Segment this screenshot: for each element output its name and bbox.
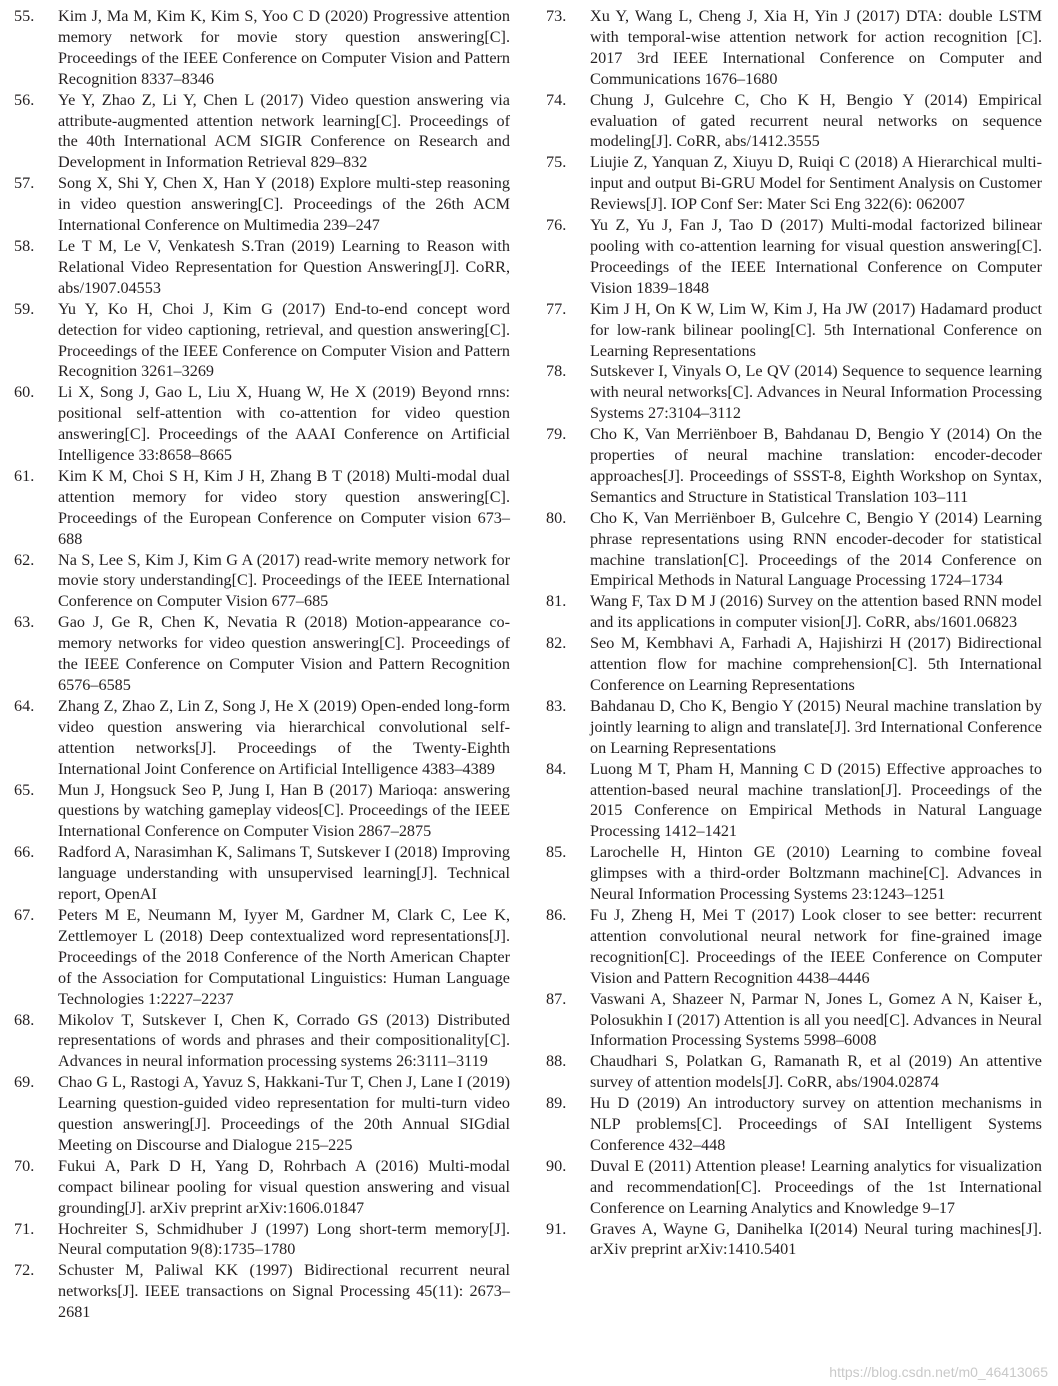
reference-number: 65. — [14, 780, 35, 799]
reference-text: Radford A, Narasimhan K, Salimans T, Sutskever I (2018) Improving language understanding with unsupervised learning[J]. Technical report, OpenAI — [58, 843, 510, 904]
reference-entry — [14, 612, 510, 696]
reference-number: 68. — [14, 1010, 35, 1029]
reference-number: 88. — [546, 1052, 567, 1071]
reference-entry — [546, 591, 1042, 633]
reference-entry — [14, 780, 510, 843]
reference-number: 82. — [546, 634, 567, 653]
reference-text: Kim J, Ma M, Kim K, Kim S, Yoo C D (2020) Progressive attention memory network for movie story question answering[C]. Proceedings of the IEEE Conference on Computer Vision and Pattern Recognition 8337–8346 — [58, 7, 510, 88]
reference-number: 66. — [14, 843, 35, 862]
reference-column-right — [546, 6, 1042, 1260]
reference-entry — [546, 361, 1042, 424]
reference-entry — [546, 905, 1042, 989]
reference-entry — [546, 633, 1042, 696]
reference-entry — [546, 90, 1042, 153]
reference-entry — [546, 6, 1042, 90]
reference-entry — [14, 550, 510, 613]
reference-entry — [14, 173, 510, 236]
reference-text: Luong M T, Pham H, Manning C D (2015) Effective approaches to attention-based neural machine translation[J]. Proceedings of the 2015 Conference on Empirical Methods in Natural Language Processing 1412–1421 — [590, 759, 1042, 841]
reference-entry — [14, 905, 510, 1010]
watermark-text: https://blog.csdn.net/m0_46413065 — [829, 1364, 1048, 1380]
reference-text: Duval E (2011) Attention please! Learning analytics for visualization and recommendation[C]. Proceedings of the 1st International Conference on Learning Analytics and Knowledge 9–17 — [590, 1156, 1042, 1217]
reference-number: 60. — [14, 383, 35, 402]
reference-number: 63. — [14, 613, 35, 632]
reference-number: 81. — [546, 592, 567, 611]
reference-text: Cho K, Van Merriënboer B, Bahdanau D, Bengio Y (2014) On the properties of neural machine translation: encoder-decoder approaches[J]. Proceedings of SSST-8, Eighth Workshop on Syntax, Semantics and Structure in Statistical Translation 103–111 — [590, 425, 1042, 506]
reference-number: 73. — [546, 7, 567, 25]
reference-text: Hu D (2019) An introductory survey on attention mechanisms in NLP problems[C]. Proceedings of SAI Intelligent Systems Conference 432–448 — [590, 1094, 1042, 1154]
reference-entry — [546, 152, 1042, 215]
reference-text: Sutskever I, Vinyals O, Le QV (2014) Sequence to sequence learning with neural networks[C]. Advances in Neural Information Processing Systems 27:3104–3112 — [590, 362, 1042, 423]
reference-number: 86. — [546, 905, 567, 924]
reference-text: Li X, Song J, Gao L, Liu X, Huang W, He X (2019) Beyond rnns: positional self-attention with co-attention for video question answering[C]. Proceedings of the AAAI Conference on Artificial Intelligence 33:8658–8665 — [58, 383, 510, 465]
reference-text: Peters M E, Neumann M, Iyyer M, Gardner M, Clark C, Lee K, Zettlemoyer L (2018) Deep contextualized word representations[J]. Proceedings of the 2018 Conference of the North American Chapter of the Association for Computational Linguistics: Human Language Technologies 1:2227–2237 — [58, 905, 510, 1008]
reference-text: Cho K, Van Merriënboer B, Gulcehre C, Bengio Y (2014) Learning phrase representations using RNN encoder-decoder for statistical machine translation[C]. Proceedings of the 2014 Conference on Empirical Methods in Natural Language Processing 1724–1734 — [590, 508, 1042, 590]
reference-number: 64. — [14, 696, 35, 715]
reference-text: Graves A, Wayne G, Danihelka I(2014) Neural turing machines[J]. arXiv preprint arXiv:1410.5401 — [590, 1219, 1042, 1259]
reference-entry — [14, 466, 510, 550]
reference-number: 56. — [14, 90, 35, 109]
reference-text: Fu J, Zheng H, Mei T (2017) Look closer to see better: recurrent attention convolutional neural network for fine-grained image recognition[C]. Proceedings of the IEEE Conference on Computer Vision and Pattern Recognition 4438–4446 — [590, 905, 1042, 987]
reference-entry — [14, 1219, 510, 1261]
reference-text: Liujie Z, Yanquan Z, Xiuyu D, Ruiqi C (2018) A Hierarchical multi-input and output Bi-GRU Model for Sentiment Analysis on Customer Reviews[J]. IOP Conf Ser: Mater Sci Eng 322(6): 062007 — [590, 153, 1042, 214]
reference-text: Chaudhari S, Polatkan G, Ramanath R, et al (2019) An attentive survey of attention models[J]. CoRR, abs/1904.02874 — [590, 1052, 1042, 1092]
reference-text: Chao G L, Rastogi A, Yavuz S, Hakkani-Tur T, Chen J, Lane I (2019) Learning question-guided video representation for multi-turn video question answering[J]. Proceedings of the 20th Annual SIGdial Meeting on Discourse and Dialogue 215–225 — [58, 1073, 510, 1154]
reference-number: 76. — [546, 216, 567, 235]
reference-text: Mun J, Hongsuck Seo P, Jung I, Han B (2017) Marioqa: answering questions by watching gameplay videos[C]. Proceedings of the IEEE International Conference on Computer Vision 2867–2875 — [58, 780, 510, 841]
reference-text: Zhang Z, Zhao Z, Lin Z, Song J, He X (2019) Open-ended long-form video question answering via hierarchical convolutional self-attention networks[J]. Proceedings of the Twenty-Eighth International Joint Conference on Artificial Intelligence 4383–4389 — [58, 696, 510, 778]
reference-entry — [14, 299, 510, 383]
reference-number: 57. — [14, 174, 35, 193]
reference-text: Kim K M, Choi S H, Kim J H, Zhang B T (2018) Multi-modal dual attention memory for video story question answering[C]. Proceedings of the European Conference on Computer vision 673–688 — [58, 466, 510, 548]
reference-text: Le T M, Le V, Venkatesh S.Tran (2019) Learning to Reason with Relational Video Representation for Question Answering[J]. CoRR, abs/1907.04553 — [58, 236, 510, 297]
reference-entry — [14, 1260, 510, 1323]
reference-entry — [546, 508, 1042, 592]
reference-text: Mikolov T, Sutskever I, Chen K, Corrado GS (2013) Distributed representations of words and phrases and their compositionality[C]. Advances in neural information processing systems 26:3111–3119 — [58, 1010, 510, 1071]
reference-entry — [14, 696, 510, 780]
reference-entry — [546, 759, 1042, 843]
reference-number: 58. — [14, 236, 35, 255]
reference-text: Ye Y, Zhao Z, Li Y, Chen L (2017) Video question answering via attribute-augmented attention network learning[C]. Proceedings of the 40th International ACM SIGIR Conference on Research and Development in Information Retrieval 829–832 — [58, 90, 510, 172]
reference-text: Na S, Lee S, Kim J, Kim G A (2017) read-write memory network for movie story understanding[C]. Proceedings of the IEEE International Conference on Computer Vision 677–685 — [58, 550, 510, 611]
reference-number: 69. — [14, 1073, 35, 1092]
reference-text: Hochreiter S, Schmidhuber J (1997) Long short-term memory[J]. Neural computation 9(8):1735–1780 — [58, 1219, 510, 1259]
reference-text: Vaswani A, Shazeer N, Parmar N, Jones L, Gomez A N, Kaiser Ł, Polosukhin I (2017) Attention is all you need[C]. Advances in Neural Information Processing Systems 5998–6008 — [590, 989, 1042, 1050]
reference-number: 83. — [546, 696, 567, 715]
reference-entry — [14, 6, 510, 90]
reference-entry — [14, 382, 510, 466]
reference-entry — [546, 1051, 1042, 1093]
reference-entry — [546, 1219, 1042, 1261]
reference-number: 78. — [546, 362, 567, 381]
reference-text: Yu Y, Ko H, Choi J, Kim G (2017) End-to-end concept word detection for video captioning, retrieval, and question answering[C]. Proceedings of the IEEE Conference on Computer Vision and Pattern Recognition 3261–3269 — [58, 299, 510, 381]
reference-entry — [546, 696, 1042, 759]
reference-entry — [546, 1156, 1042, 1219]
reference-entry — [546, 215, 1042, 299]
reference-number: 89. — [546, 1094, 567, 1113]
reference-number: 77. — [546, 299, 567, 318]
reference-number: 72. — [14, 1261, 35, 1280]
reference-text: Larochelle H, Hinton GE (2010) Learning to combine foveal glimpses with a third-order Boltzmann machine[C]. Advances in Neural Information Processing Systems 23:1243–1251 — [590, 843, 1042, 904]
reference-text: Xu Y, Wang L, Cheng J, Xia H, Yin J (2017) DTA: double LSTM with temporal-wise attention network for action recognition [C]. 2017 3rd IEEE International Conference on Computer and Communications 1676–1680 — [590, 7, 1042, 88]
reference-number: 61. — [14, 466, 35, 485]
reference-number: 75. — [546, 153, 567, 172]
reference-number: 71. — [14, 1219, 35, 1238]
reference-number: 55. — [14, 7, 35, 25]
reference-number: 79. — [546, 425, 567, 444]
reference-text: Bahdanau D, Cho K, Bengio Y (2015) Neural machine translation by jointly learning to align and translate[J]. 3rd International Conference on Learning Representations — [590, 696, 1042, 757]
reference-column-left — [14, 6, 510, 1323]
reference-text: Schuster M, Paliwal KK (1997) Bidirectional recurrent neural networks[J]. IEEE transactions on Signal Processing 45(11): 2673–2681 — [58, 1261, 510, 1322]
reference-entry — [14, 236, 510, 299]
reference-text: Fukui A, Park D H, Yang D, Rohrbach A (2016) Multi-modal compact bilinear pooling for visual question answering and visual grounding[J]. arXiv preprint arXiv:1606.01847 — [58, 1156, 510, 1217]
reference-text: Chung J, Gulcehre C, Cho K H, Bengio Y (2014) Empirical evaluation of gated recurrent neural networks on sequence modeling[J]. CoRR, abs/1412.3555 — [590, 90, 1042, 151]
reference-entry — [14, 1072, 510, 1156]
reference-number: 84. — [546, 759, 567, 778]
reference-number: 90. — [546, 1156, 567, 1175]
reference-entry — [546, 299, 1042, 362]
reference-text: Seo M, Kembhavi A, Farhadi A, Hajishirzi H (2017) Bidirectional attention flow for machine comprehension[C]. 5th International Conference on Learning Representations — [590, 634, 1042, 694]
reference-text: Kim J H, On K W, Lim W, Kim J, Ha JW (2017) Hadamard product for low-rank bilinear pooling[C]. 5th International Conference on Learning Representations — [590, 299, 1042, 360]
reference-entry — [14, 842, 510, 905]
reference-entry — [14, 90, 510, 174]
reference-entry — [14, 1156, 510, 1219]
reference-entry — [546, 1093, 1042, 1156]
reference-number: 85. — [546, 843, 567, 862]
reference-number: 59. — [14, 299, 35, 318]
reference-text: Yu Z, Yu J, Fan J, Tao D (2017) Multi-modal factorized bilinear pooling with co-attention learning for visual question answering[C]. Proceedings of the IEEE International Conference on Computer Vision 1839–1848 — [590, 216, 1042, 297]
reference-text: Wang F, Tax D M J (2016) Survey on the attention based RNN model and its applications in computer vision[J]. CoRR, abs/1601.06823 — [590, 592, 1042, 632]
reference-entry — [546, 989, 1042, 1052]
reference-text: Gao J, Ge R, Chen K, Nevatia R (2018) Motion-appearance co-memory networks for video question answering[C]. Proceedings of the IEEE Conference on Computer Vision and Pattern Recognition 6576–6585 — [58, 613, 510, 694]
reference-entry — [14, 1010, 510, 1073]
reference-number: 67. — [14, 905, 35, 924]
reference-text: Song X, Shi Y, Chen X, Han Y (2018) Explore multi-step reasoning in video question answering[C]. Proceedings of the 26th ACM International Conference on Multimedia 239–247 — [58, 174, 510, 235]
reference-entry — [546, 842, 1042, 905]
reference-number: 87. — [546, 989, 567, 1008]
reference-number: 62. — [14, 550, 35, 569]
reference-number: 74. — [546, 90, 567, 109]
reference-number: 70. — [14, 1156, 35, 1175]
reference-number: 80. — [546, 508, 567, 527]
reference-entry — [546, 424, 1042, 508]
reference-number: 91. — [546, 1219, 567, 1238]
